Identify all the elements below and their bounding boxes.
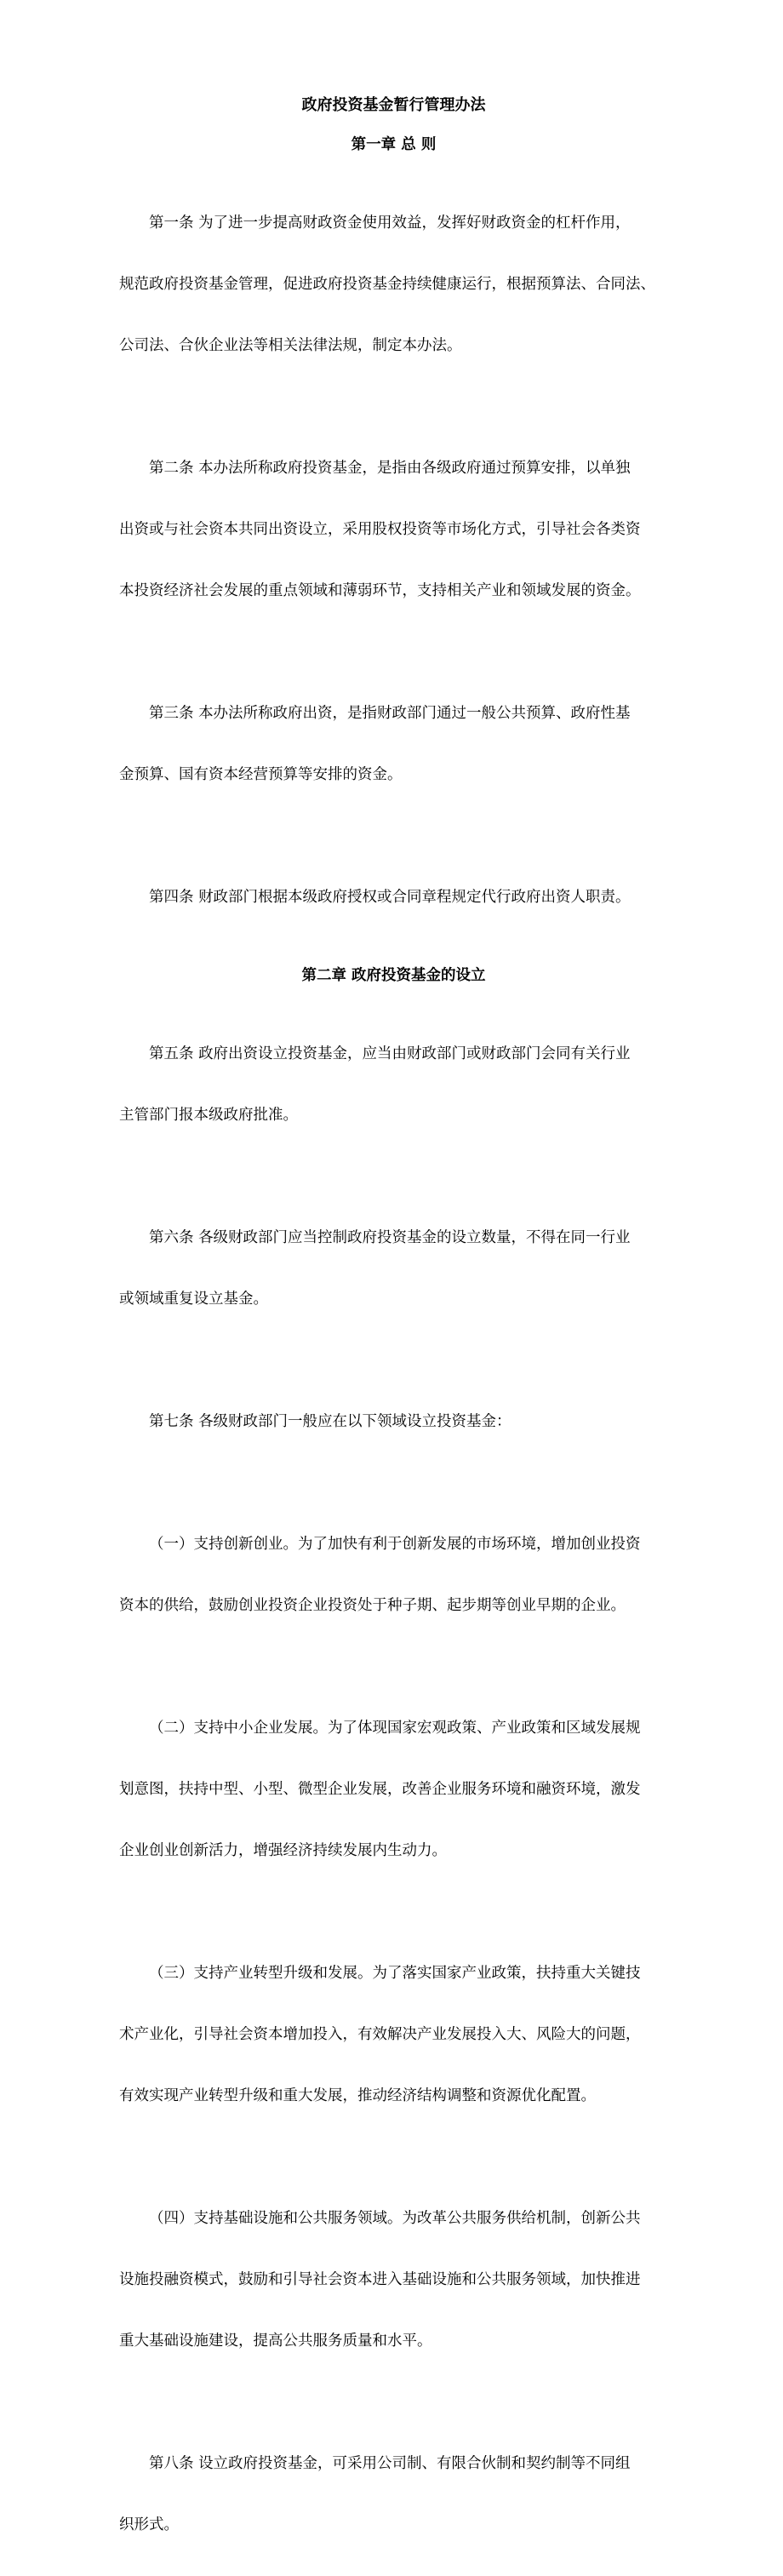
article-paragraph: [119, 1371, 668, 1473]
paragraph-line: 术产业化，引导社会资本增加投入，有效解决产业发展投入大、风险大的问题，: [119, 2026, 641, 2043]
paragraph-line: 有效实现产业转型升级和重大发展，推动经济结构调整和资源优化配置。: [119, 2087, 596, 2104]
article-paragraph: [119, 417, 668, 642]
paragraph-line: （四）支持基础设施和公共服务领域。为改革公共服务供给机制，创新公共: [149, 2210, 641, 2227]
paragraph-line: 规范政府投资基金管理，促进政府投资基金持续健康运行，根据预算法、合同法、: [119, 276, 655, 293]
paragraph-line: 出资或与社会资本共同出资设立，采用股权投资等市场化方式，引导社会各类资: [119, 521, 641, 538]
paragraph-line: 或领域重复设立基金。: [119, 1291, 268, 1308]
paragraph-line: 第五条 政府出资设立投资基金，应当由财政部门或财政部门会同有关行业: [149, 1045, 631, 1062]
chapter-heading-1: 第一章 总 则: [351, 136, 437, 153]
paragraph-line: 公司法、合伙企业法等相关法律法规，制定本办法。: [119, 337, 462, 354]
paragraph-line: 第一条 为了进一步提高财政资金使用效益，发挥好财政资金的杠杆作用，: [149, 215, 631, 232]
list-item-paragraph: [119, 1922, 668, 2147]
paragraph-line: 织形式。: [119, 2516, 179, 2533]
paragraph-line: 划意图，扶持中型、小型、微型企业发展，改善企业服务环境和融资环境，激发: [119, 1781, 641, 1798]
document-title: 政府投资基金暂行管理办法: [301, 96, 486, 114]
paragraph-line: 本投资经济社会发展的重点领域和薄弱环节，支持相关产业和领域发展的资金。: [119, 582, 641, 599]
paragraph-line: 第七条 各级财政部门一般应在以下领域设立投资基金：: [149, 1413, 512, 1430]
paragraph-line: 第三条 本办法所称政府出资，是指财政部门通过一般公共预算、政府性基: [149, 705, 631, 722]
paragraph-line: 设施投融资模式，鼓励和引导社会资本进入基础设施和公共服务领域，加快推进: [119, 2271, 641, 2288]
paragraph-line: 资本的供给，鼓励创业投资企业投资处于种子期、起步期等创业早期的企业。: [119, 1597, 626, 1614]
article-paragraph: [119, 846, 668, 948]
paragraph-line: （一）支持创新创业。为了加快有利于创新发展的市场环境，增加创业投资: [149, 1536, 641, 1553]
paragraph-line: 企业创业创新活力，增强经济持续发展内生动力。: [119, 1842, 447, 1859]
list-item-paragraph: [119, 2167, 668, 2392]
paragraph-line: 金预算、国有资本经营预算等安排的资金。: [119, 766, 403, 783]
chapter-heading-2: 第二章 政府投资基金的设立: [301, 967, 486, 984]
paragraph-line: 主管部门报本级政府批准。: [119, 1107, 298, 1124]
paragraph-line: （二）支持中小企业发展。为了体现国家宏观政策、产业政策和区域发展规: [149, 1720, 641, 1737]
list-item-paragraph: [119, 1677, 668, 1902]
article-paragraph: [119, 1187, 668, 1350]
paragraph-line: 第八条 设立政府投资基金，可采用公司制、有限合伙制和契约制等不同组: [149, 2455, 631, 2472]
list-item-paragraph: [119, 1493, 668, 1657]
document-body: [119, 95, 668, 2576]
article-paragraph: [119, 2413, 668, 2576]
article-paragraph: [119, 172, 668, 397]
paragraph-line: 第六条 各级财政部门应当控制政府投资基金的设立数量，不得在同一行业: [149, 1229, 631, 1246]
article-paragraph: [119, 662, 668, 826]
paragraph-line: 重大基础设施建设，提高公共服务质量和水平。: [119, 2333, 432, 2350]
article-paragraph: [119, 1003, 668, 1166]
paragraph-line: 第四条 财政部门根据本级政府授权或合同章程规定代行政府出资人职责。: [149, 889, 631, 906]
paragraph-line: （三）支持产业转型升级和发展。为了落实国家产业政策，扶持重大关键技: [149, 1965, 641, 1982]
paragraph-line: 第二条 本办法所称政府投资基金，是指由各级政府通过预算安排，以单独: [149, 460, 631, 477]
